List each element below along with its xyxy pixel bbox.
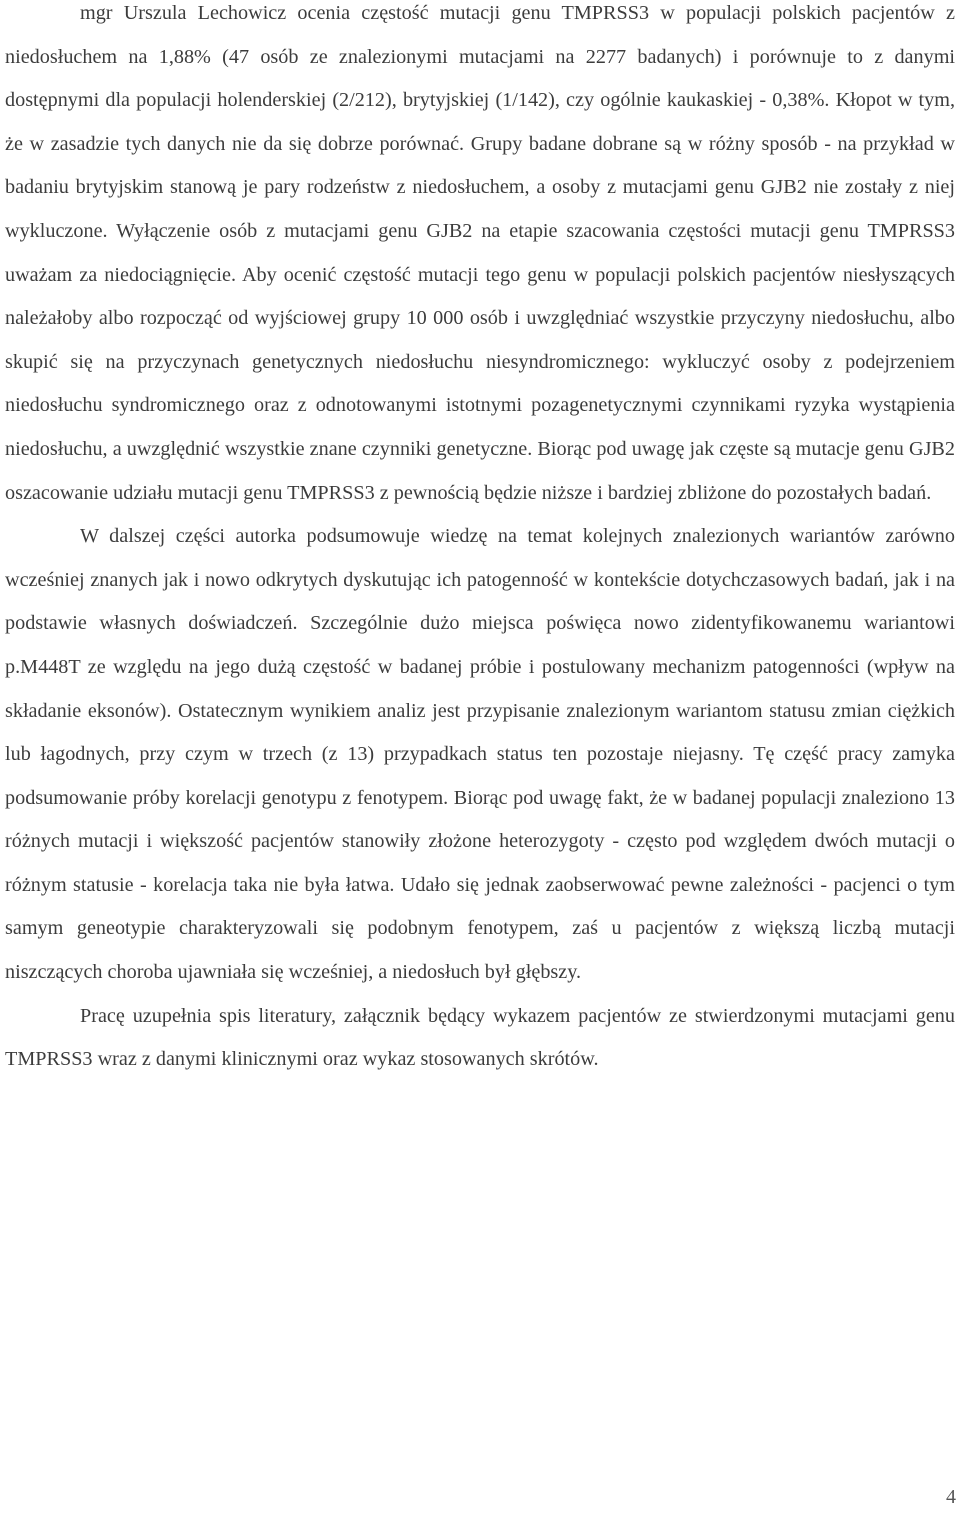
paragraph: Pracę uzupełnia spis literatury, załącznik będący wykazem pacjentów ze stwierdzonymi mutacjami genu TMPRSS3 wraz z danymi klinicznymi oraz wykaz stosowanych skrótów. (5, 1004, 955, 1071)
paragraph: mgr Urszula Lechowicz ocenia częstość mutacji genu TMPRSS3 w populacji polskich pacjentów z niedosłuchem na 1,88% (47 osób ze znalezionymi mutacjami na 2277 badanych) i porównuje to z danymi dostępnymi dla populacji holenderskiej (2/212), brytyjskiej (1/142), czy ogólnie kaukaskiej - 0,38%. Kłopot w tym, że w zasadzie tych danych nie da się dobrze porównać. Grupy badane dobrane są w różny sposób - na przykład w badaniu brytyjskim stanową je pary rodzeństw z niedosłuchem, a osoby z mutacjami genu GJB2 nie zostały z niej wykluczone. Wyłączenie osób z mutacjami genu GJB2 na etapie szacowania częstości mutacji genu TMPRSS3 uważam za niedociągnięcie. Aby ocenić częstość mutacji tego genu w populacji polskich pacjentów niesłyszących należałoby albo rozpocząć od wyjściowej grupy 10 000 osób i uwzględniać wszystkie przyczyny niedosłuchu, albo skupić się na przyczynach genetycznych niedosłuchu niesyndromicznego: wykluczyć osoby z podejrzeniem niedosłuchu syndromicznego oraz z odnotowanymi istotnymi pozagenetycznymi czynnikami ryzyka wystąpienia niedosłuchu, a uwzględnić wszystkie znane czynniki genetyczne. Biorąc pod uwagę jak częste są mutacje genu GJB2 oszacowanie udziału mutacji genu TMPRSS3 z pewnością będzie niższe i bardziej zbliżone do pozostałych badań. (5, 2, 955, 504)
page-number: 4 (946, 1486, 956, 1508)
paragraph: W dalszej części autorka podsumowuje wiedzę na temat kolejnych znalezionych wariantów zarówno wcześniej znanych jak i nowo odkrytych dyskutując ich patogenność w kontekście dotychczasowych badań, jak i na podstawie własnych doświadczeń. Szczególnie dużo miejsca poświęca nowo zidentyfikowanemu wariantowi p.M448T ze względu na jego dużą częstość w badanej próbie i postulowany mechanizm patogenności (wpływ na składanie eksonów). Ostatecznym wynikiem analiz jest przypisanie znalezionym wariantom statusu zmian ciężkich lub łagodnych, przy czym w trzech (z 13) przypadkach status ten pozostaje niejasny. Tę część pracy zamyka podsumowanie próby korelacji genotypu z fenotypem. Biorąc pod uwagę fakt, że w badanej populacji znaleziono 13 różnych mutacji i większość pacjentów stanowiły złożone heterozygoty - często pod względem dwóch mutacji o różnym statusie - korelacja taka nie była łatwa. Udało się jednak zaobserwować pewne zależności - pacjenci o tym samym geneotypie charakteryzowali się podobnym fenotypem, zaś u pacjentów z większą liczbą mutacji niszczących choroba ujawniała się wcześniej, a niedosłuch był głębszy. (5, 525, 955, 984)
body-text (5, 0, 955, 1082)
